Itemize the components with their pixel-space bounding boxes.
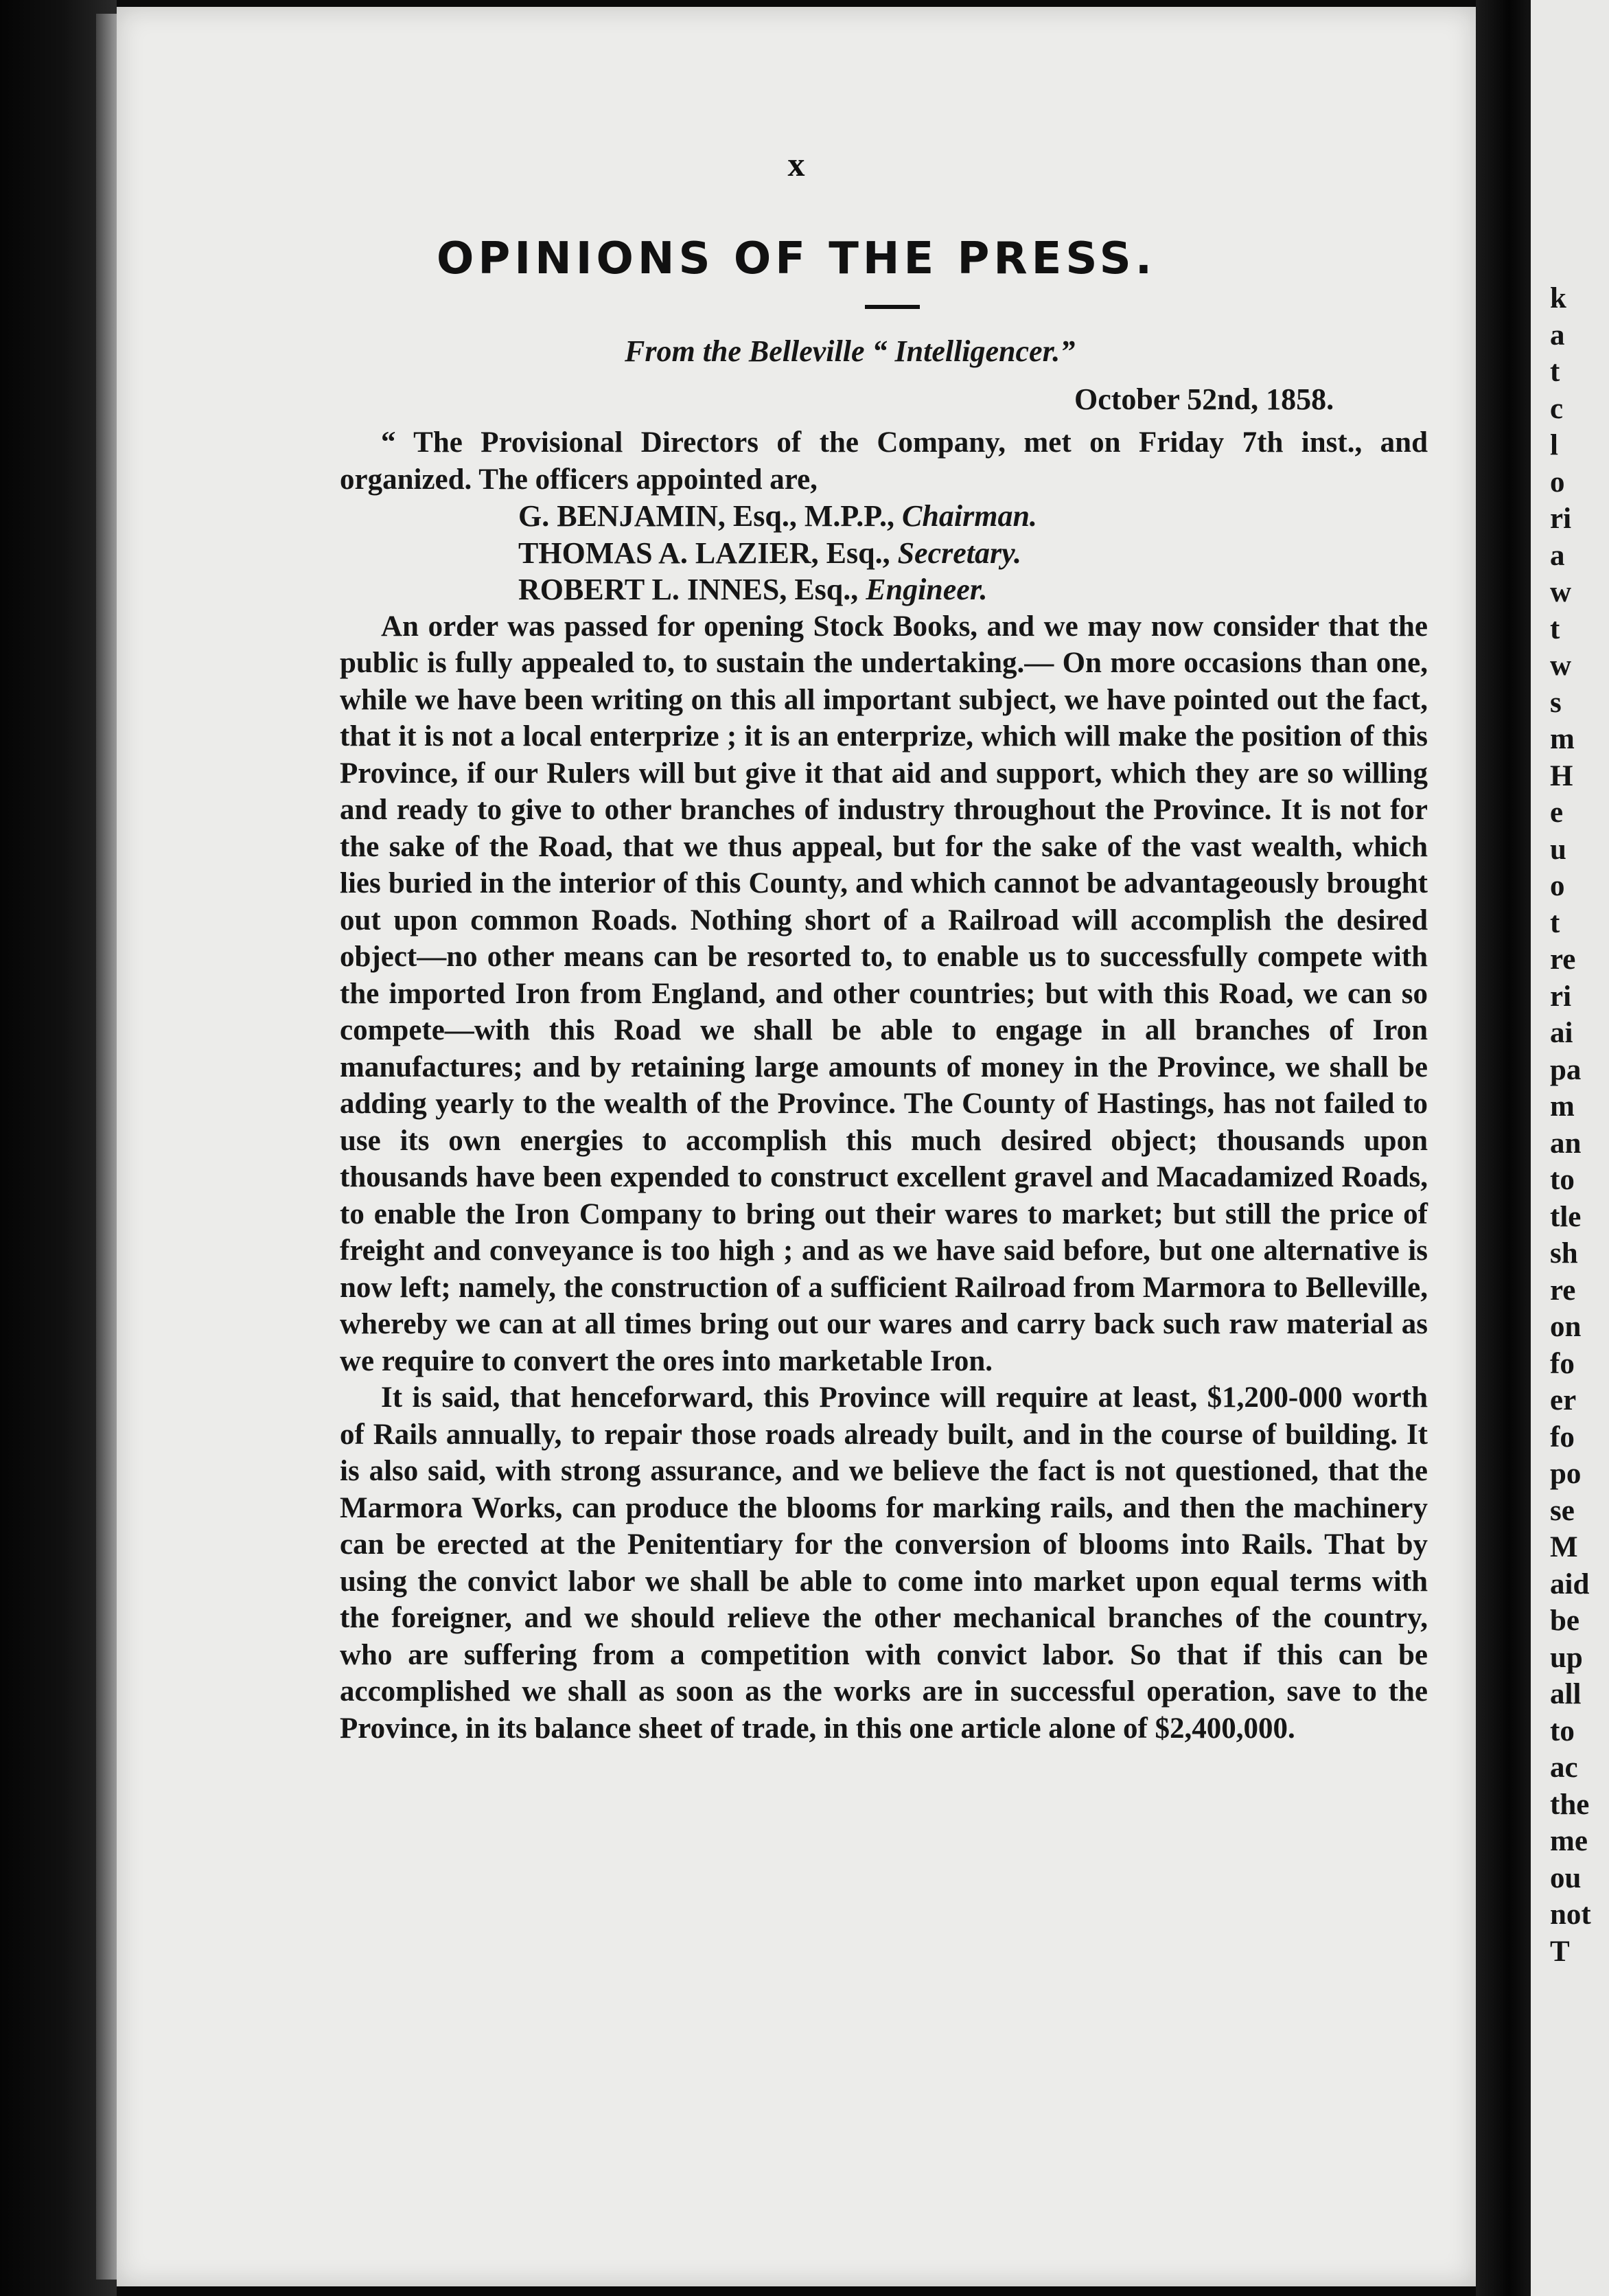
adjacent-page-fragment: s: [1550, 686, 1562, 719]
adjacent-page-fragment: fo: [1550, 1347, 1575, 1380]
adjacent-page-fragment: to: [1550, 1714, 1575, 1747]
officer-role: Secretary.: [897, 536, 1022, 570]
officer-name: ROBERT L. INNES, Esq.,: [518, 573, 859, 606]
adjacent-page-fragment: e: [1550, 796, 1564, 829]
adjacent-page-fragment: t: [1550, 356, 1560, 388]
adjacent-page-fragment: w: [1550, 576, 1572, 608]
adjacent-page-fragment: m: [1550, 723, 1575, 755]
adjacent-page-fragment: aid: [1550, 1568, 1590, 1600]
title-rule-divider: [865, 305, 920, 309]
adjacent-page-fragment: m: [1550, 1090, 1575, 1123]
adjacent-page-fragment: er: [1550, 1384, 1577, 1416]
adjacent-page-fragment: re: [1550, 1274, 1576, 1307]
adjacent-page-fragment: an: [1550, 1127, 1582, 1160]
adjacent-page-fragment: tle: [1550, 1200, 1582, 1233]
adjacent-page-fragment: M: [1550, 1531, 1578, 1563]
adjacent-page-fragment: to: [1550, 1164, 1575, 1196]
officer-role: Chairman.: [902, 499, 1037, 533]
adjacent-page-fragment: o: [1550, 870, 1565, 902]
adjacent-page-fragment: ri: [1550, 503, 1572, 535]
adjacent-page-fragment: up: [1550, 1641, 1583, 1674]
adjacent-page-fragment: re: [1550, 943, 1576, 976]
adjacent-page-fragment: be: [1550, 1605, 1579, 1637]
article-source: From the Belleville “ Intelligencer.”: [625, 334, 1076, 368]
adjacent-page-fragment: se: [1550, 1494, 1575, 1527]
adjacent-page-fragment: me: [1550, 1825, 1588, 1857]
adjacent-page-fragment: po: [1550, 1458, 1582, 1490]
book-gutter: [1476, 0, 1531, 2296]
adjacent-page-fragment: u: [1550, 833, 1566, 866]
paragraph-rails: It is said, that henceforward, this Province will require at least, $1,200-000 worth of Rails annually, to repair those roads already built, and in the course of building. It is also said, with strong assurance, and we believe the fact is not questioned, that the Marmora Works, can produce the blooms for marking rails, and then the machinery can be erected at the Penitentiary for the conversion of blooms into Rails. That by using the convict labor we shall be able to come into market upon equal terms with the foreigner, and we should relieve the other mechanical branches of the country, who are suffering from a competition with convict labor. So that if this can be accomplished we shall as soon as the works are in successful operation, save to the Province, in its balance sheet of trade, in this one article alone of $2,400,000.: [340, 1381, 1428, 1745]
officer-entry: [518, 498, 1428, 535]
article-dateline: October 52nd, 1858.: [1074, 382, 1334, 416]
adjacent-page-fragment: all: [1550, 1678, 1582, 1710]
page-title: OPINIONS OF THE PRESS.: [437, 233, 1156, 284]
adjacent-page-fragment: t: [1550, 612, 1560, 645]
adjacent-page-fragment: t: [1550, 906, 1560, 939]
adjacent-page-fragment: ai: [1550, 1017, 1573, 1049]
officer-entry: [518, 571, 1428, 608]
adjacent-page-fragment: o: [1550, 466, 1565, 498]
adjacent-page-fragment: sh: [1550, 1237, 1578, 1270]
adjacent-page-fragment: T: [1550, 1935, 1570, 1968]
officer-entry: [518, 535, 1428, 572]
adjacent-page-fragment: a: [1550, 319, 1565, 352]
adjacent-page-edge: [1531, 0, 1609, 2296]
adjacent-page-fragment: H: [1550, 759, 1573, 792]
adjacent-page-fragment: fo: [1550, 1421, 1575, 1454]
article-body: [340, 424, 1428, 1747]
officer-name: THOMAS A. LAZIER, Esq.,: [518, 536, 890, 570]
adjacent-page-fragment: on: [1550, 1311, 1582, 1343]
adjacent-page-fragment: k: [1550, 282, 1566, 314]
adjacent-page-fragment: not: [1550, 1898, 1591, 1931]
page-folio: x: [787, 145, 805, 183]
officers-list: [340, 498, 1428, 608]
adjacent-page-fragment: l: [1550, 429, 1558, 461]
paragraph-stock-books: An order was passed for opening Stock Books, and we may now consider that the public is fully appealed to, to sustain the undertaking.— On more occasions than one, while we have been writing on this all important subject, we have pointed out the fact, that it is not a local enterprize ; it is an enterprize, which will make the position of this Province, if our Rulers will but give it that aid and support, which they are so willing and ready to give to other branches of industry throughout the Province. It is not for the sake of the Road, that we thus appeal, but for the sake of the vast wealth, which lies buried in the interior of this County, and which cannot be advantageously brought out upon common Roads. Nothing short of a Railroad will accomplish the desired object—no other means can be resorted to, to enable us to successfully compete with the imported Iron from England, and other countries; but with this Road, we can so compete—with this Road we shall be able to engage in all branches of Iron manufactures; and by retaining large amounts of money in the Province, we shall be adding yearly to the wealth of the Province. The County of Hastings, has not failed to use its own energies to accomplish this much desired object; thousands upon thousands have been expended to construct excellent gravel and Macadamized Roads, to enable the Iron Company to bring out their wares to market; but still the price of freight and conveyance is too high ; and as we have said before, but one alternative is now left; namely, the construction of a sufficient Railroad from Marmora to Belleville, whereby we can at all times bring out our wares and carry back such raw material as we require to convert the ores into marketable Iron.: [340, 610, 1428, 1377]
adjacent-page-fragment: c: [1550, 392, 1564, 425]
adjacent-page-fragment: a: [1550, 539, 1565, 572]
officer-role: Engineer.: [866, 573, 988, 606]
adjacent-page-fragment: ri: [1550, 980, 1572, 1013]
adjacent-page-fragment: pa: [1550, 1053, 1582, 1086]
adjacent-page-fragment: the: [1550, 1788, 1590, 1821]
adjacent-page-fragment: ac: [1550, 1752, 1578, 1784]
officer-name: G. BENJAMIN, Esq., M.P.P.,: [518, 499, 895, 533]
adjacent-page-fragment: w: [1550, 650, 1572, 682]
adjacent-page-fragment: ou: [1550, 1861, 1582, 1894]
paragraph-intro: “ The Provisional Directors of the Company, met on Friday 7th inst., and organized. The officers appointed are,: [340, 426, 1428, 496]
